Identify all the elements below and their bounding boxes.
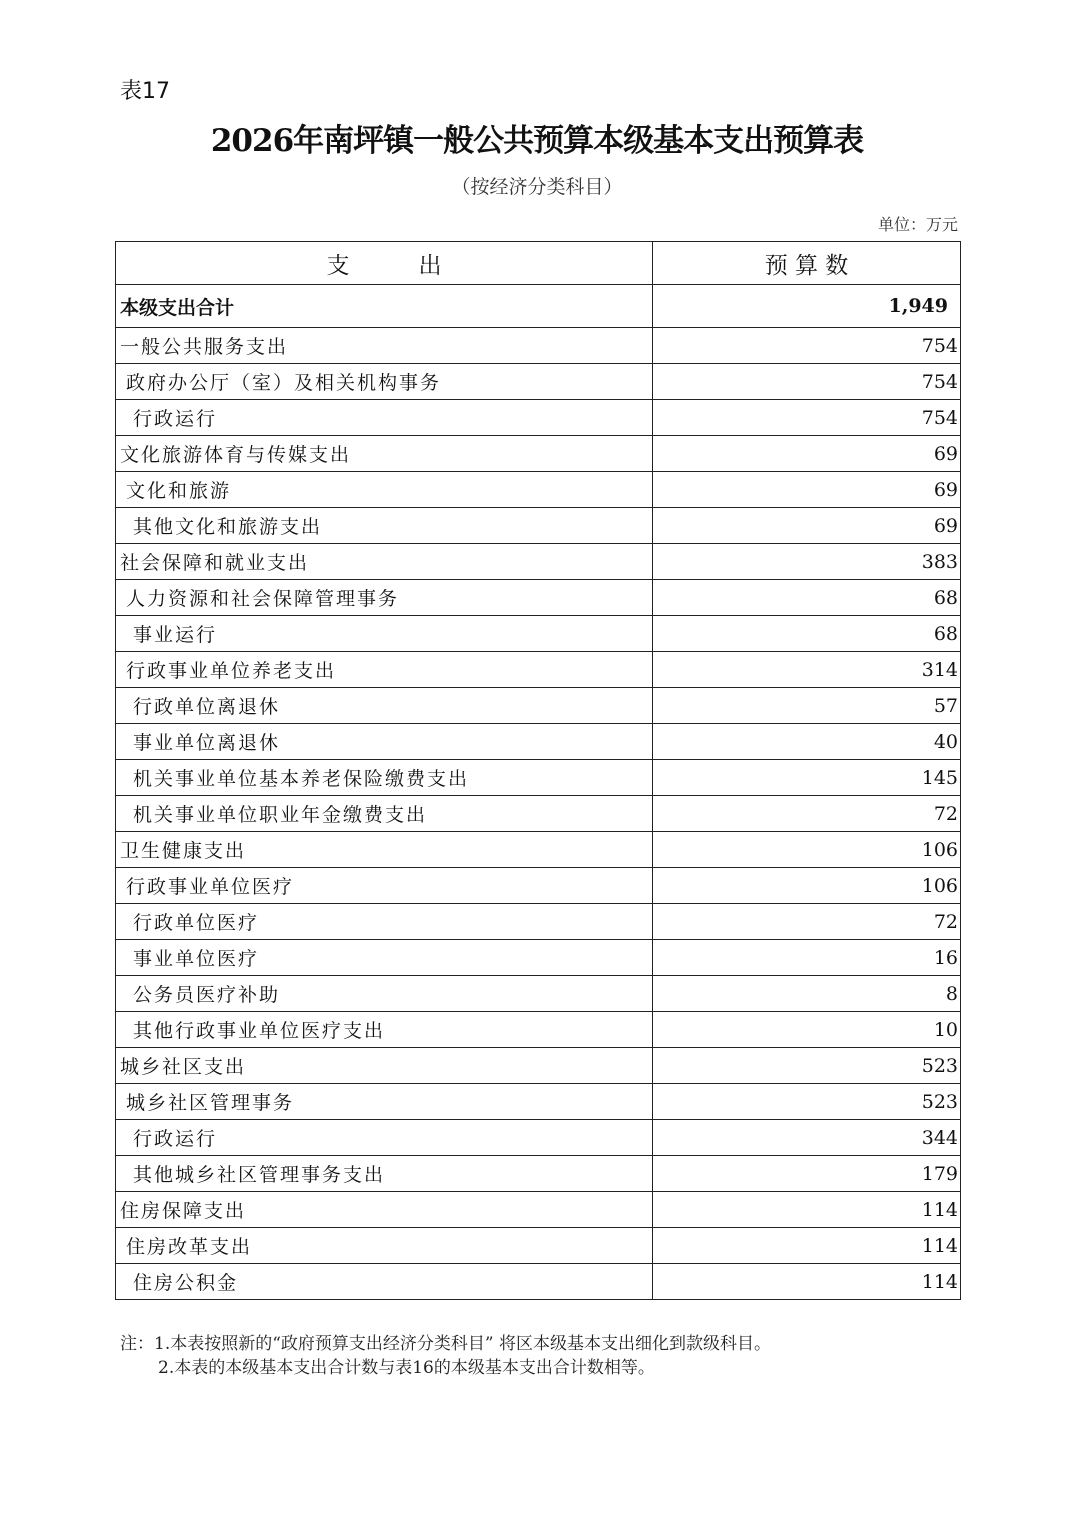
row-value: 68: [653, 580, 961, 616]
header-expense: 支 出: [116, 242, 653, 285]
row-label-cell: [116, 724, 653, 760]
row-label-cell: [116, 652, 653, 688]
table-row: [116, 688, 961, 724]
total-value: 1,949: [653, 285, 961, 328]
row-label: 城乡社区管理事务: [126, 1092, 295, 1114]
row-label: 其他行政事业单位医疗支出: [133, 1020, 386, 1042]
table-row: [116, 796, 961, 832]
row-label-cell: [116, 328, 653, 364]
table-row: [116, 328, 961, 364]
table-row: [116, 760, 961, 796]
row-label-cell: [116, 508, 653, 544]
row-label-cell: [116, 688, 653, 724]
row-label: 城乡社区支出: [120, 1056, 247, 1078]
row-value: 16: [653, 940, 961, 976]
row-value: 754: [653, 364, 961, 400]
row-value: 57: [653, 688, 961, 724]
row-label: 文化旅游体育与传媒支出: [120, 444, 352, 466]
row-label: 住房改革支出: [126, 1236, 253, 1258]
row-label-cell: [116, 760, 653, 796]
row-label: 行政事业单位医疗: [126, 876, 295, 898]
row-label: 政府办公厅（室）及相关机构事务: [126, 372, 442, 394]
table-row: [116, 580, 961, 616]
row-value: 40: [653, 724, 961, 760]
row-label-cell: [116, 436, 653, 472]
row-value: 69: [653, 436, 961, 472]
row-value: 72: [653, 904, 961, 940]
table-row: [116, 436, 961, 472]
row-label: 事业运行: [133, 624, 218, 646]
row-label: 行政单位医疗: [133, 912, 260, 934]
table-row: [116, 1048, 961, 1084]
table-row: [116, 940, 961, 976]
row-value: 69: [653, 472, 961, 508]
row-value: 314: [653, 652, 961, 688]
row-label-cell: [116, 1192, 653, 1228]
row-label-cell: [116, 580, 653, 616]
row-label: 机关事业单位基本养老保险缴费支出: [133, 768, 470, 790]
row-label: 行政运行: [133, 408, 218, 430]
budget-table: [115, 241, 961, 1300]
row-label-cell: [116, 544, 653, 580]
row-value: 523: [653, 1048, 961, 1084]
row-label-cell: [116, 1084, 653, 1120]
row-value: 114: [653, 1192, 961, 1228]
row-label-cell: [116, 904, 653, 940]
table-row: [116, 724, 961, 760]
row-value: 10: [653, 1012, 961, 1048]
row-label: 住房保障支出: [120, 1200, 247, 1222]
row-label: 人力资源和社会保障管理事务: [126, 588, 400, 610]
row-label-cell: [116, 472, 653, 508]
table-row: [116, 1192, 961, 1228]
row-label-cell: [116, 940, 653, 976]
row-value: 106: [653, 868, 961, 904]
row-label-cell: [116, 1048, 653, 1084]
row-value: 754: [653, 328, 961, 364]
row-label: 住房公积金: [133, 1272, 239, 1294]
table-row: [116, 400, 961, 436]
row-label: 文化和旅游: [126, 480, 232, 502]
table-row: [116, 1156, 961, 1192]
row-label-cell: [116, 1120, 653, 1156]
row-value: 145: [653, 760, 961, 796]
row-label: 行政单位离退休: [133, 696, 281, 718]
table-row: [116, 472, 961, 508]
row-label: 事业单位医疗: [133, 948, 260, 970]
page-subtitle: （按经济分类科目）: [451, 176, 623, 198]
row-label-cell: [116, 364, 653, 400]
table-row: [116, 1084, 961, 1120]
table-row: [116, 1012, 961, 1048]
page-title: 2026年南坪镇一般公共预算本级基本支出预算表: [210, 123, 864, 159]
row-label-cell: [116, 1228, 653, 1264]
row-value: 69: [653, 508, 961, 544]
row-label-cell: [116, 400, 653, 436]
row-label: 其他文化和旅游支出: [133, 516, 323, 538]
row-label-cell: [116, 1012, 653, 1048]
table-row: [116, 1228, 961, 1264]
row-value: 68: [653, 616, 961, 652]
table-number: 表17: [120, 79, 170, 104]
note-1: 注：1.本表按照新的“政府预算支出经济分类科目” 将区本级基本支出细化到款级科目。: [120, 1334, 772, 1354]
row-value: 114: [653, 1228, 961, 1264]
row-label: 一般公共服务支出: [120, 336, 289, 358]
table-row: [116, 1264, 961, 1300]
note-2: 2.本表的本级基本支出合计数与表16的本级基本支出合计数相等。: [158, 1358, 655, 1378]
row-label: 公务员医疗补助: [133, 984, 281, 1006]
row-label-cell: [116, 832, 653, 868]
row-label-cell: [116, 616, 653, 652]
row-label: 其他城乡社区管理事务支出: [133, 1164, 386, 1186]
total-label: 本级支出合计: [116, 285, 653, 328]
header-budget: 预 算 数: [653, 242, 961, 285]
row-label: 机关事业单位职业年金缴费支出: [133, 804, 428, 826]
row-value: 754: [653, 400, 961, 436]
row-value: 72: [653, 796, 961, 832]
row-value: 523: [653, 1084, 961, 1120]
row-value: 106: [653, 832, 961, 868]
table-row: [116, 508, 961, 544]
row-label: 社会保障和就业支出: [120, 552, 310, 574]
table-row: [116, 832, 961, 868]
footnotes: [120, 1332, 771, 1380]
table-row: [116, 652, 961, 688]
row-value: 8: [653, 976, 961, 1012]
row-label-cell: [116, 1156, 653, 1192]
row-value: 114: [653, 1264, 961, 1300]
table-row: [116, 904, 961, 940]
row-label-cell: [116, 868, 653, 904]
unit-label: 单位：万元: [877, 215, 958, 234]
table-header-row: [116, 242, 961, 285]
row-label: 事业单位离退休: [133, 732, 281, 754]
total-row: [116, 285, 961, 328]
table-row: [116, 364, 961, 400]
row-label-cell: [116, 976, 653, 1012]
table-row: [116, 616, 961, 652]
row-label-cell: [116, 796, 653, 832]
row-value: 179: [653, 1156, 961, 1192]
table-row: [116, 544, 961, 580]
row-label: 卫生健康支出: [120, 840, 247, 862]
row-label-cell: [116, 1264, 653, 1300]
table-row: [116, 1120, 961, 1156]
row-label: 行政运行: [133, 1128, 218, 1150]
row-value: 383: [653, 544, 961, 580]
row-label: 行政事业单位养老支出: [126, 660, 337, 682]
row-value: 344: [653, 1120, 961, 1156]
table-row: [116, 868, 961, 904]
table-row: [116, 976, 961, 1012]
